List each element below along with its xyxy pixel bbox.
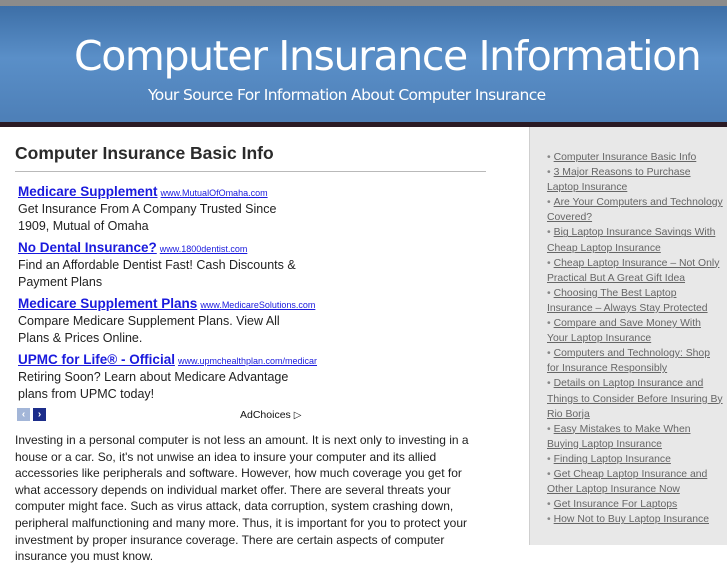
ad-description: Get Insurance From A Company Trusted Since 1909, Mutual of Omaha [18,202,277,233]
ad-item [18,351,318,407]
article-paragraph: Investing in a personal computer is not less an amount. It is next only to investing in a house or a car. So, it's not unwise an idea to insure your computer and its allied accessories like peripherals and software. However, how much coverage you get for what accessory depends on individual market offer. There are several threats your computer might face. Such as virus attack, data corruption, system crashing down, peripheral malfunctioning and many more. Thus, it is important for you to protect your investment by proper insurance coverage. There are certain aspects of computer insurance you must know. [15,433,469,564]
adchoices-triangle-icon: ▷ [293,410,302,421]
ad-description: Find an Affordable Dentist Fast! Cash Discounts & Payment Plans [18,258,296,289]
list-item: • Finding Laptop Insurance [547,453,671,465]
sidebar-link[interactable]: Compare and Save Money With Your Laptop Insurance [547,318,701,345]
ad-description: Retiring Soon? Learn about Medicare Advantage plans from UPMC today! [18,370,289,401]
list-item: • 3 Major Reasons to Purchase Laptop Insurance [547,167,691,194]
title-divider [15,171,486,172]
header-banner [0,6,727,122]
ad-url-link[interactable]: www.1800dentist.com [159,244,248,254]
list-item: • Computers and Technology: Shop for Insurance Responsibly [547,348,710,375]
ad-url-link[interactable]: www.MedicareSolutions.com [200,300,316,310]
sidebar-link[interactable]: 3 Major Reasons to Purchase Laptop Insurance [547,167,691,194]
sidebar-link[interactable]: Big Laptop Insurance Savings With Cheap Laptop Insurance [547,227,716,254]
adchoices-link[interactable] [240,409,301,421]
ad-item [18,183,304,239]
list-item: • Cheap Laptop Insurance – Not Only Practical But A Great Gift Idea [547,257,720,284]
chevron-right-icon[interactable]: › [33,408,46,421]
ad-item [18,295,316,351]
sidebar-link[interactable]: Details on Laptop Insurance and Things to Consider Before Insuring By Rio Borja [547,378,723,420]
list-item: • Are Your Computers and Technology Covered? [547,197,723,224]
list-item: • Computer Insurance Basic Info [547,152,697,163]
sidebar-link[interactable]: Are Your Computers and Technology Covered? [547,197,723,224]
sidebar-link[interactable]: Get Insurance For Laptops [553,499,678,511]
ad-item [18,239,304,295]
sidebar-link[interactable]: Computer Insurance Basic Info [553,152,697,163]
ad-url-link[interactable]: www.upmchealthplan.com/medicar [177,356,318,366]
list-item: • Compare and Save Money With Your Laptop Insurance [547,318,701,345]
list-item: • Choosing The Best Laptop Insurance – Always Stay Protected [547,287,708,314]
ad-title-link[interactable]: No Dental Insurance? [18,240,157,255]
sidebar-link[interactable]: Choosing The Best Laptop Insurance – Always Stay Protected [547,287,708,314]
site-tagline: Your Source For Information About Computer Insurance [148,86,546,104]
sidebar-link[interactable]: Computers and Technology: Shop for Insurance Responsibly [547,348,710,375]
list-item: • Big Laptop Insurance Savings With Cheap Laptop Insurance [547,227,716,254]
ad-description: Compare Medicare Supplement Plans. View All Plans & Prices Online. [18,314,280,345]
list-item: • Get Cheap Laptop Insurance and Other Laptop Insurance Now [547,468,708,496]
list-item: • Easy Mistakes to Make When Buying Laptop Insurance [547,423,691,450]
chevron-left-icon[interactable]: ‹ [17,408,30,421]
sidebar-link[interactable]: Finding Laptop Insurance [553,453,671,465]
sidebar-link[interactable]: Easy Mistakes to Make When Buying Laptop Insurance [547,423,691,450]
site-title[interactable]: Computer Insurance Information [74,32,701,80]
sidebar-link[interactable]: Get Cheap Laptop Insurance and Other Laptop Insurance Now [547,468,708,496]
ad-block [18,183,318,407]
adchoices-label: AdChoices [240,409,291,421]
page-title: Computer Insurance Basic Info [15,143,274,163]
sidebar [529,127,727,545]
ad-title-link[interactable]: Medicare Supplement [18,184,158,199]
main-content [0,127,529,564]
ad-title-link[interactable]: UPMC for Life® - Official [18,352,175,367]
list-item: • Get Insurance For Laptops [547,499,678,511]
sidebar-link[interactable]: How Not to Buy Laptop Insurance [553,514,710,526]
list-item: • How Not to Buy Laptop Insurance [547,514,710,526]
sidebar-link-list [547,150,723,527]
sidebar-link[interactable]: Cheap Laptop Insurance – Not Only Practical But A Great Gift Idea [547,257,720,284]
ad-url-link[interactable]: www.MutualOfOmaha.com [160,188,268,198]
list-item: • Details on Laptop Insurance and Things to Consider Before Insuring By Rio Borja [547,378,723,420]
ad-title-link[interactable]: Medicare Supplement Plans [18,296,198,311]
